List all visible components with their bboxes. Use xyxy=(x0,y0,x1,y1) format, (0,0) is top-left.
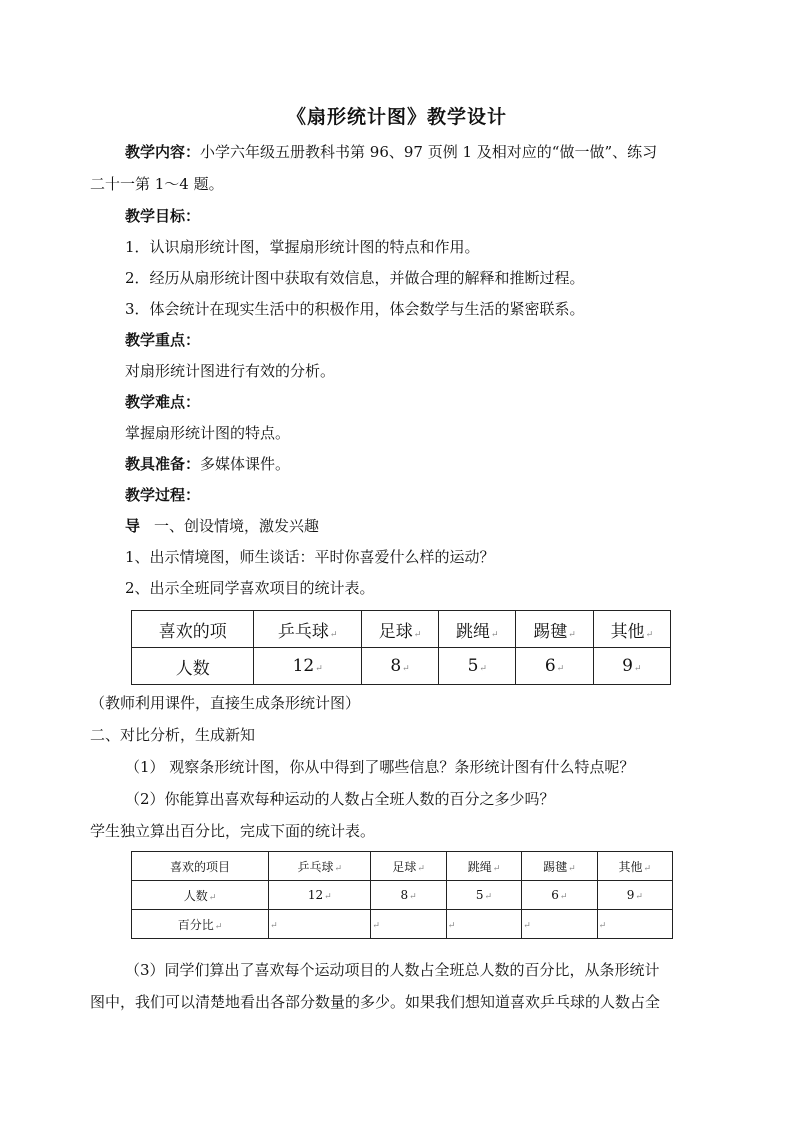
table-cell: ↵ xyxy=(522,910,597,939)
table-cell: ↵ xyxy=(446,910,521,939)
table-cell: 12↵ xyxy=(254,648,361,685)
goal-item-2: 2．经历从扇形统计图中获取有效信息，并做合理的解释和推断过程。 xyxy=(125,269,585,287)
table-cell: 8↵ xyxy=(361,648,438,685)
table-cell: 12↵ xyxy=(269,881,371,910)
document-title: 《扇形统计图》教学设计 xyxy=(286,106,507,128)
table-cell: ↵ xyxy=(269,910,371,939)
table-cell: 踢毽↵ xyxy=(516,611,593,648)
table-cell: 6↵ xyxy=(522,881,597,910)
step1-item-1: 1、出示情境图，师生谈话：平时你喜爱什么样的运动？ xyxy=(125,548,495,566)
content-line-2: 二十一第 1～4 题。 xyxy=(90,175,224,193)
table-cell: 百分比↵ xyxy=(132,910,269,939)
table-cell: 乒乓球↵ xyxy=(254,611,361,648)
table-cell: 跳绳↵ xyxy=(439,611,516,648)
content-line xyxy=(125,142,657,162)
table-row xyxy=(132,910,673,939)
table-row xyxy=(132,648,671,685)
question-3-line-2: 图中，我们可以清楚地看出各部分数量的多少。如果我们想知道喜欢乒乓球的人数占全 xyxy=(90,993,661,1011)
table-cell: ↵ xyxy=(371,910,446,939)
key-label: 教学重点： xyxy=(125,331,201,349)
table-cell: 5↵ xyxy=(439,648,516,685)
tools-line xyxy=(125,454,290,474)
table-cell: 足球↵ xyxy=(361,611,438,648)
table-cell: 跳绳↵ xyxy=(446,852,521,881)
difficulty-text: 掌握扇形统计图的特点。 xyxy=(125,424,291,442)
table-row xyxy=(132,881,673,910)
table-cell: 人数 xyxy=(132,648,254,685)
table-cell: 喜欢的项 xyxy=(132,611,254,648)
question-2: （2）你能算出喜欢每种运动的人数占全班人数的百分之多少吗？ xyxy=(125,790,555,808)
content-text: 小学六年级五册教科书第 96、97 页例 1 及相对应的“做一做”、练习 xyxy=(200,143,658,161)
table-cell: 8↵ xyxy=(371,881,446,910)
difficulty-label: 教学难点： xyxy=(125,393,201,411)
step1-text: 一、创设情境，激发兴趣 xyxy=(154,517,320,535)
process-label: 教学过程： xyxy=(125,486,201,504)
section-2-heading: 二、对比分析，生成新知 xyxy=(90,726,256,744)
table-cell: 其他↵ xyxy=(597,852,672,881)
goal-item-3: 3．体会统计在现实生活中的积极作用，体会数学与生活的紧密联系。 xyxy=(125,300,585,318)
step1-item-2: 2、出示全班同学喜欢项目的统计表。 xyxy=(125,579,375,597)
table-cell: 9↵ xyxy=(593,648,670,685)
table-cell: 人数↵ xyxy=(132,881,269,910)
content-label: 教学内容： xyxy=(125,143,201,161)
note-1: （教师利用课件，直接生成条形统计图） xyxy=(90,694,361,712)
table-cell: 6↵ xyxy=(516,648,593,685)
table-cell: 5↵ xyxy=(446,881,521,910)
table-row xyxy=(132,852,673,881)
table-cell: ↵ xyxy=(597,910,672,939)
goal-item-1: 1．认识扇形统计图，掌握扇形统计图的特点和作用。 xyxy=(125,238,480,256)
table-row xyxy=(132,611,671,648)
key-text: 对扇形统计图进行有效的分析。 xyxy=(125,362,336,380)
table-cell: 喜欢的项目 xyxy=(132,852,269,881)
question-3-line-1: （3）同学们算出了喜欢每个运动项目的人数占全班总人数的百分比，从条形统计 xyxy=(125,961,660,979)
table-cell: 9↵ xyxy=(597,881,672,910)
percent-table xyxy=(131,851,673,939)
question-2-note: 学生独立算出百分比，完成下面的统计表。 xyxy=(90,822,376,840)
table-cell: 踢毽↵ xyxy=(522,852,597,881)
table-cell: 其他↵ xyxy=(593,611,670,648)
table-cell: 足球↵ xyxy=(371,852,446,881)
step1-heading xyxy=(125,516,319,536)
sports-table xyxy=(131,610,671,685)
tools-text: 多媒体课件。 xyxy=(200,455,291,473)
goals-label: 教学目标： xyxy=(125,207,201,225)
question-1: （1） 观察条形统计图，你从中得到了哪些信息？条形统计图有什么特点呢？ xyxy=(125,758,635,776)
step1-mark: 导 xyxy=(125,517,141,535)
tools-label: 教具准备： xyxy=(125,455,201,473)
table-cell: 乒乓球↵ xyxy=(269,852,371,881)
